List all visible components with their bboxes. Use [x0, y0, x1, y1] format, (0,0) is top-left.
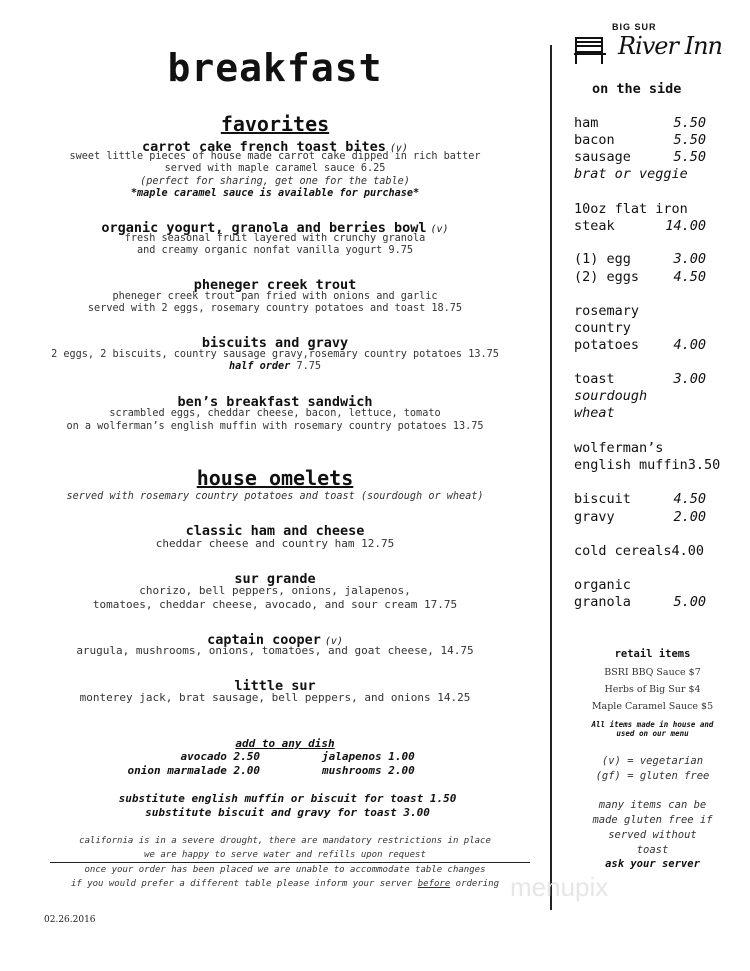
side-item-price: 4.50 — [673, 491, 706, 507]
side-item: gravy — [574, 509, 615, 525]
side-item-price: 5.50 — [673, 115, 706, 131]
side-item: biscuit — [574, 491, 631, 507]
side-item: (1) egg — [574, 251, 631, 267]
gf-note: made gluten free if — [592, 814, 713, 826]
item-description: sweet little pieces of house made carrot cake dipped in rich batter — [69, 151, 481, 162]
addon-item: onion marmalade 2.00 — [127, 764, 260, 777]
ask-server: ask your server — [605, 858, 700, 870]
item-description: 2 eggs, 2 biscuits, country sausage gravy,rosemary country potatoes 13.75 — [51, 349, 499, 360]
item-name: biscuits and gravy — [201, 335, 349, 351]
side-item-price: 3.00 — [673, 371, 706, 387]
table-note-emphasis: before — [417, 879, 451, 889]
addon-item: avocado 2.50 — [180, 750, 260, 763]
item-description: cheddar cheese and country ham 12.75 — [155, 537, 395, 550]
side-item: steak — [574, 218, 615, 234]
drought-note: we are happy to serve water and refills upon request — [144, 850, 426, 860]
side-item: (2) eggs — [574, 269, 640, 285]
legend-gluten-free: (gf) = gluten free — [595, 770, 710, 782]
item-description: tomatoes, cheddar cheese, avocado, and sour cream 17.75 — [92, 598, 458, 611]
retail-item: Maple Caramel Sauce $5 — [591, 701, 714, 712]
item-name: ben’s breakfast sandwich — [177, 394, 373, 410]
item-name: classic ham and cheese — [185, 523, 365, 539]
side-item-price: 2.00 — [673, 509, 706, 525]
item-description: monterey jack, brat sausage, bell peppers, and onions 14.25 — [79, 691, 471, 704]
item-description: pheneger creek trout pan fried with onions and garlic — [112, 291, 438, 302]
retail-item: BSRI BBQ Sauce $7 — [604, 667, 701, 678]
side-item-price: 4.50 — [673, 269, 706, 285]
omelets-subheading: served with rosemary country potatoes and toast (sourdough or wheat) — [66, 491, 484, 502]
table-note-text: if you would prefer a different table please inform your server — [70, 879, 418, 889]
item-name: little sur — [234, 678, 316, 694]
table-note — [0, 879, 570, 891]
menu-date: 02.26.2016 — [44, 915, 96, 925]
side-heading: on the side — [592, 81, 682, 97]
side-item-label: ham — [574, 115, 599, 131]
legend-vegetarian: (v) = vegetarian — [601, 755, 704, 767]
vegetarian-tag: (v) — [324, 636, 343, 647]
item-name: organic yogurt, granola and berries bowl — [101, 220, 427, 236]
vegetarian-tag: (v) — [430, 224, 449, 235]
retail-heading: retail items — [614, 648, 691, 660]
item-note: *maple caramel sauce is available for purchase* — [130, 188, 420, 199]
side-item-note: sourdough — [574, 388, 648, 404]
item-description: fresh seasonal fruit layered with crunchy granola — [124, 233, 426, 244]
half-order-label: half order — [228, 361, 291, 372]
table-note-text: ordering — [450, 879, 500, 889]
side-item-label: bacon — [574, 132, 615, 148]
side-item-price: 4.00 — [673, 337, 706, 353]
item-description: on a wolferman’s english muffin with rosemary country potatoes 13.75 — [66, 421, 484, 432]
gf-note: toast — [636, 844, 669, 856]
river-inn-logo — [574, 24, 724, 74]
item-description: and creamy organic nonfat vanilla yogurt 9.75 — [136, 245, 413, 256]
side-item-price: 14.00 — [665, 218, 706, 234]
addon-item: jalapenos 1.00 — [322, 750, 415, 763]
side-item: english muffin3.50 — [574, 457, 721, 473]
item-description: scrambled eggs, cheddar cheese, bacon, lettuce, tomato — [109, 408, 441, 419]
logo-script-text: River Inn — [618, 32, 723, 60]
addons-heading: add to any dish — [235, 737, 335, 750]
half-order — [0, 361, 550, 374]
addon-item: mushrooms 2.00 — [322, 764, 415, 777]
side-item-price: 5.50 — [673, 132, 706, 148]
substitute-note: substitute biscuit and gravy for toast 3.00 — [145, 806, 430, 819]
side-item: potatoes — [574, 337, 640, 353]
side-item-label: sausage — [574, 149, 631, 165]
half-order-price: 7.75 — [296, 361, 322, 372]
retail-note: used on our menu — [616, 729, 689, 738]
item-description: served with maple caramel sauce 6.25 — [164, 163, 386, 174]
side-item: granola — [574, 594, 631, 610]
retail-item: Herbs of Big Sur $4 — [604, 684, 701, 695]
retail-note: All items made in house and — [591, 720, 714, 729]
side-item-price: 5.50 — [673, 149, 706, 165]
item-description: chorizo, bell peppers, onions, jalapenos, — [139, 584, 411, 597]
side-item-note: wheat — [574, 405, 615, 421]
item-name: sur grande — [234, 571, 316, 587]
favorites-heading: favorites — [220, 112, 330, 136]
item-description: arugula, mushrooms, onions, tomatoes, and goat cheese, 14.75 — [76, 644, 474, 657]
vegetarian-tag: (v) — [389, 143, 408, 154]
item-description: served with 2 eggs, rosemary country potatoes and toast 18.75 — [87, 303, 463, 314]
menu-title: breakfast — [167, 46, 383, 90]
side-item: cold cereals4.00 — [574, 543, 705, 559]
item-name: pheneger creek trout — [193, 277, 357, 293]
item-name: captain cooper — [207, 632, 321, 648]
item-note: (perfect for sharing, get one for the table) — [140, 176, 410, 187]
drought-note: california is in a severe drought, there are mandatory restrictions in place — [79, 836, 491, 846]
gf-note: many items can be — [598, 799, 707, 811]
substitute-note: substitute english muffin or biscuit for toast 1.50 — [118, 792, 457, 805]
side-item: organic — [574, 577, 631, 593]
side-item: country — [574, 320, 631, 336]
side-item: wolferman’s — [574, 440, 664, 456]
side-item-price: 3.00 — [673, 251, 706, 267]
side-item: rosemary — [574, 303, 640, 319]
side-item-price: 5.00 — [673, 594, 706, 610]
logo-top-text: BIG SUR — [612, 22, 657, 32]
omelets-heading: house omelets — [196, 466, 354, 490]
side-item: 10oz flat iron — [574, 201, 688, 217]
order-note: once your order has been placed we are unable to accommodate table changes — [84, 865, 486, 875]
gf-note: served without — [608, 829, 697, 841]
side-item-note: brat or veggie — [574, 166, 688, 182]
divider — [50, 862, 530, 863]
side-item: toast — [574, 371, 615, 387]
watermark: menupix — [510, 872, 609, 902]
item-name: carrot cake french toast bites — [142, 139, 386, 155]
